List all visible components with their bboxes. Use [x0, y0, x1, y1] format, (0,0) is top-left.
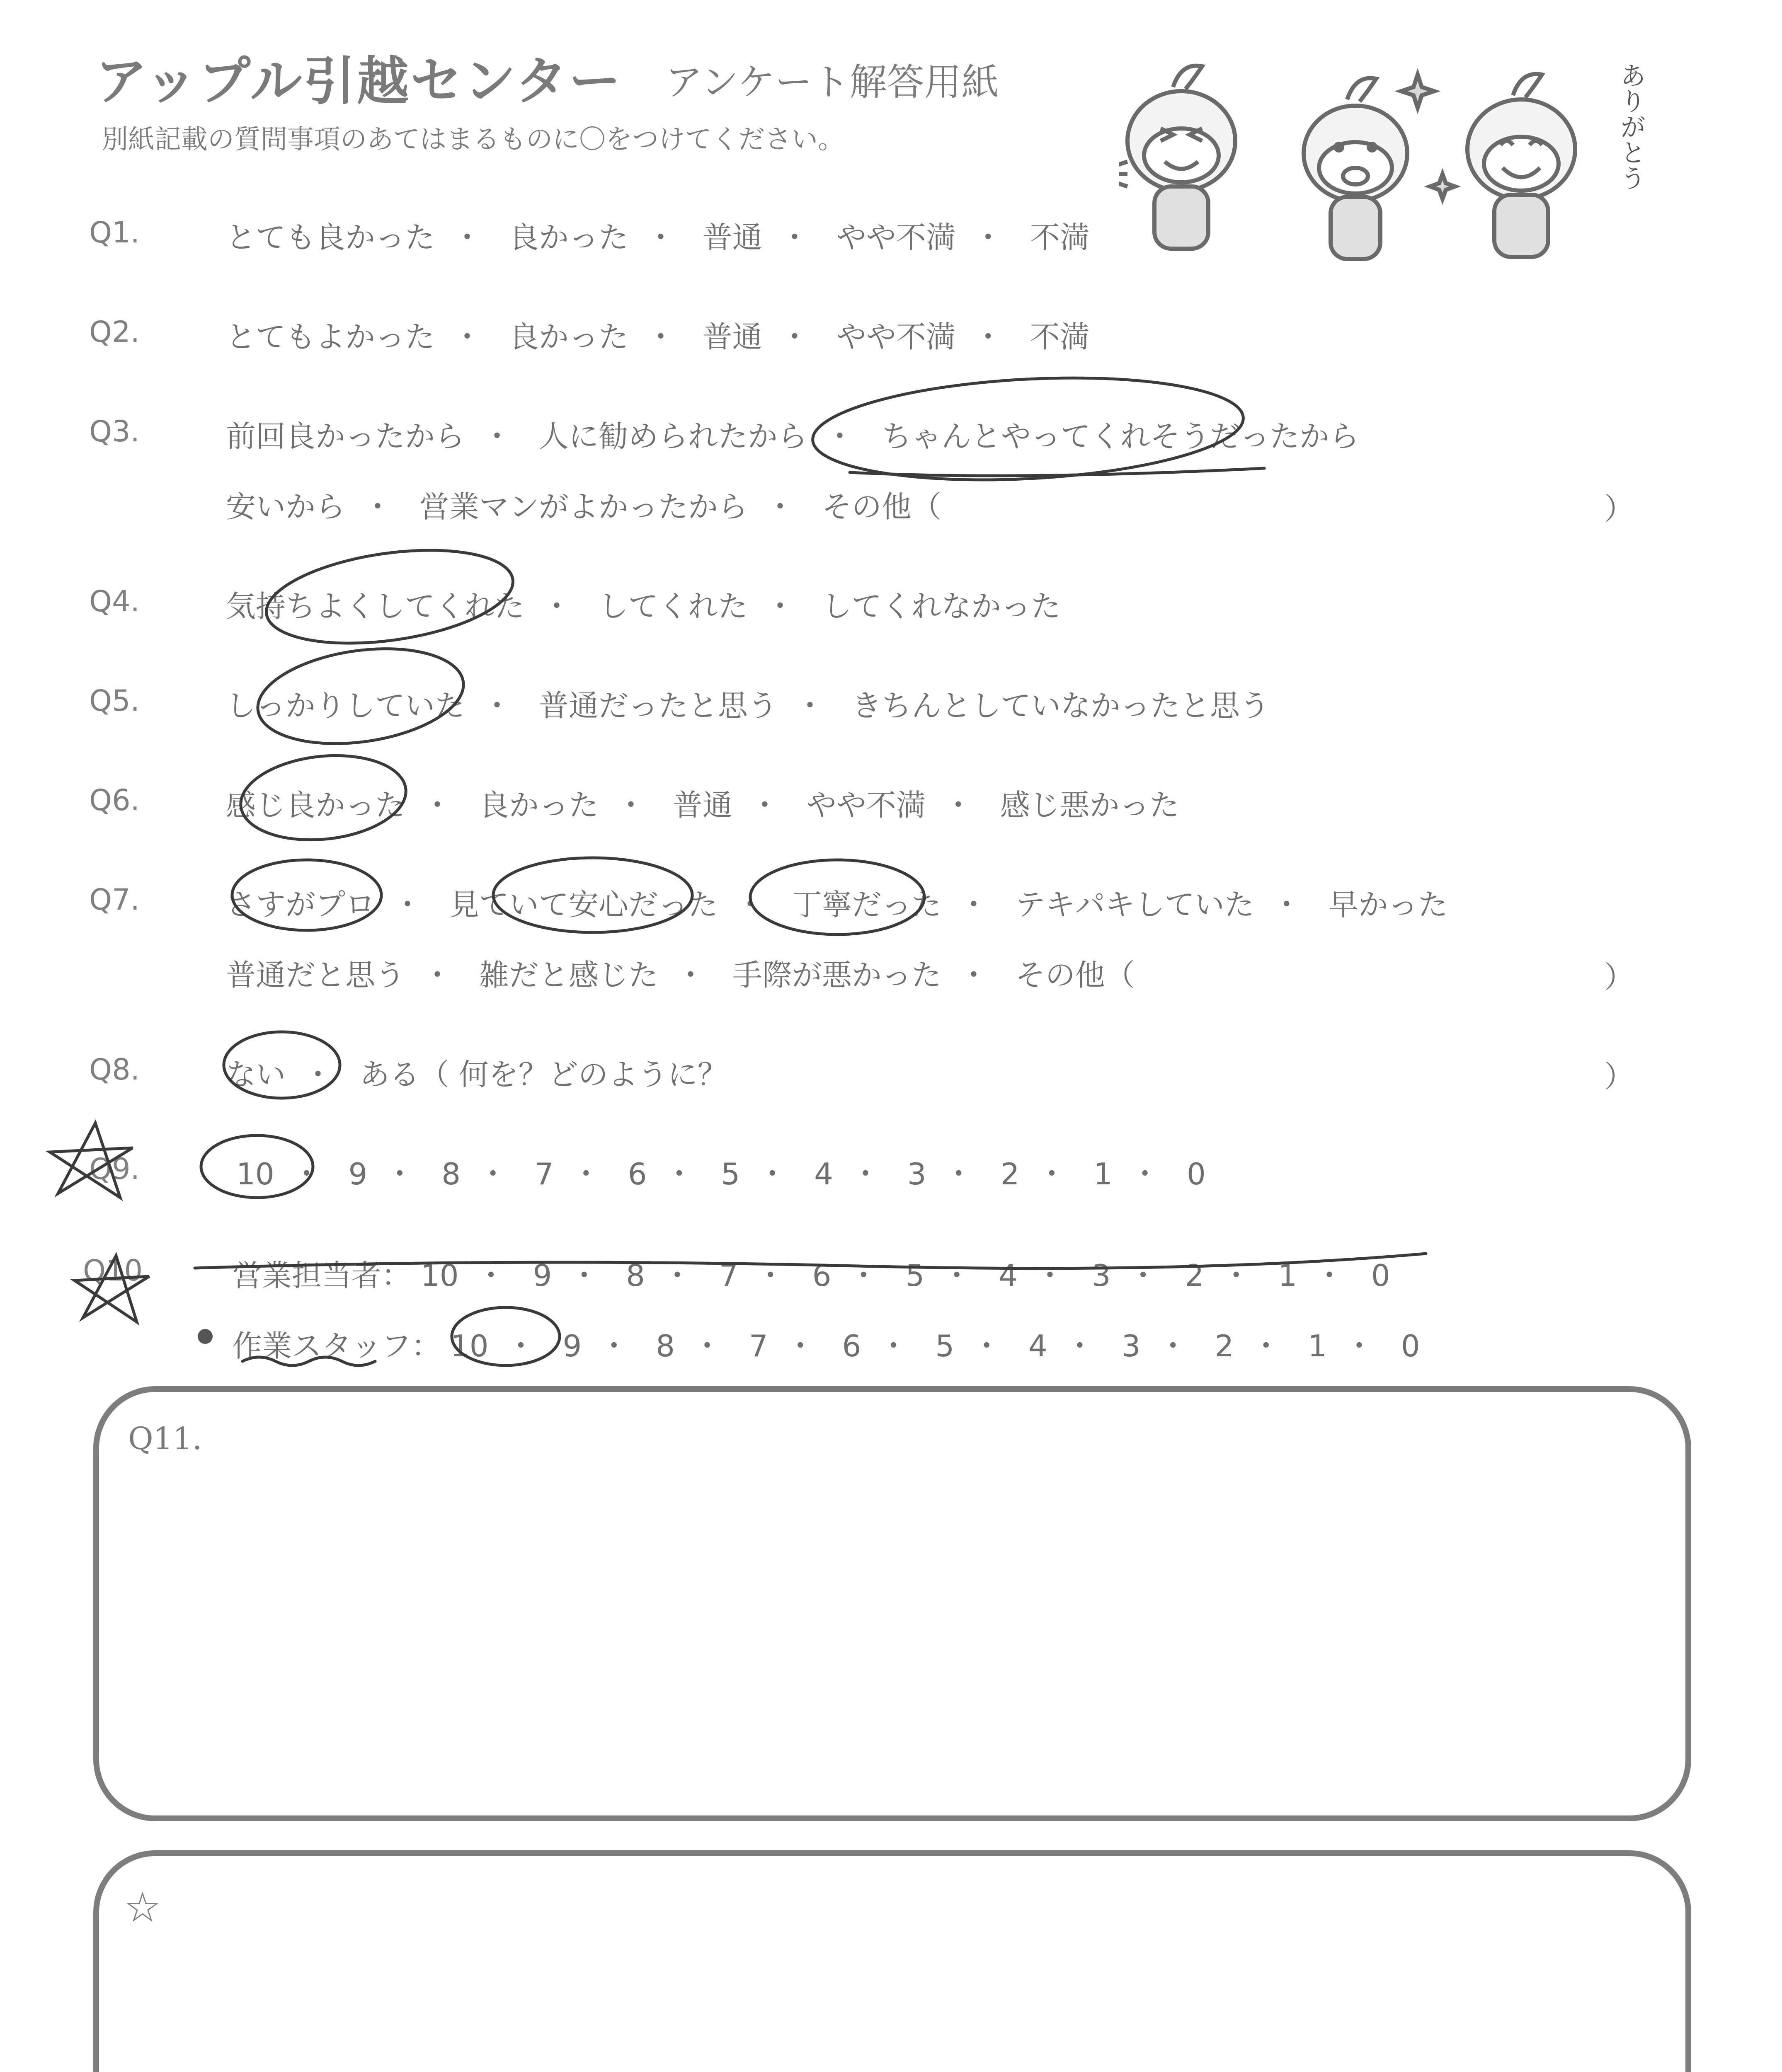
q3-option[interactable]: 安いから: [226, 489, 346, 524]
q11-comment-box[interactable]: [93, 1386, 1691, 1821]
q6-option[interactable]: 普通: [672, 788, 732, 823]
q1-options: とても良かった ・ 良かった ・ 普通 ・ やや不満 ・ 不満: [226, 220, 1090, 255]
q6-option[interactable]: 良かった: [479, 788, 599, 823]
q10-sales-score[interactable]: 7: [719, 1258, 738, 1293]
q6-option[interactable]: 感じ悪かった: [1000, 788, 1179, 823]
q8-options: ない ・ ある（ 何を？どのように？: [226, 1057, 727, 1092]
q9-score[interactable]: 8: [441, 1157, 461, 1191]
q9-score[interactable]: 0: [1187, 1157, 1206, 1191]
q1-label: Q1.: [89, 215, 140, 249]
q3-option[interactable]: その他（: [822, 489, 941, 524]
q5-options: しっかりしていた ・ 普通だったと思う ・ きちんとしていなかったと思う: [226, 688, 1270, 723]
q7-option[interactable]: テキパキしていた: [1015, 887, 1254, 922]
monkey-icon: [1119, 66, 1235, 249]
q2-option[interactable]: やや不満: [836, 320, 956, 354]
q11-box-label: Q11.: [128, 1421, 202, 1457]
form-instructions: 別紙記載の質問事項のあてはまるものに〇をつけてください。: [102, 124, 844, 155]
mascot-speech: ありがとう: [1616, 62, 1646, 191]
q10-sales-score[interactable]: 9: [533, 1258, 552, 1293]
q10-sales-score[interactable]: 4: [999, 1258, 1018, 1293]
q9-scale: 10 ・ 9 ・ 8 ・ 7 ・ 6 ・ 5 ・ 4 ・ 3 ・ 2 ・ 1 ・ 0: [236, 1157, 1206, 1191]
q8-option[interactable]: ある（ 何を？どのように？: [359, 1057, 727, 1092]
q10-staff-score[interactable]: 4: [1028, 1329, 1047, 1363]
q7-option[interactable]: 早かった: [1328, 887, 1448, 922]
q7-option[interactable]: 普通だと思う: [226, 958, 405, 992]
q3-option[interactable]: 前回良かったから: [226, 419, 465, 454]
q3-underline-mark: [850, 468, 1264, 476]
q2-option[interactable]: とてもよかった: [226, 320, 435, 354]
q4-option[interactable]: 気持ちよくしてくれた: [226, 589, 525, 624]
q10-sales-score[interactable]: 5: [905, 1258, 925, 1293]
monkey-icon: [1467, 74, 1575, 257]
q9-score[interactable]: 9: [348, 1157, 368, 1191]
q5-option[interactable]: しっかりしていた: [226, 688, 465, 723]
form-title: アップル引越センター: [95, 51, 623, 111]
q4-options: 気持ちよくしてくれた ・ してくれた ・ してくれなかった: [226, 589, 1061, 624]
q10-staff-score[interactable]: 1: [1308, 1329, 1327, 1363]
q10-staff-score[interactable]: 6: [842, 1329, 861, 1363]
q1-option[interactable]: 普通: [702, 220, 762, 255]
q2-options: とてもよかった ・ 良かった ・ 普通 ・ やや不満 ・ 不満: [226, 320, 1090, 354]
q3-options-line2: 安いから ・ 営業マンがよかったから ・ その他（: [226, 489, 941, 524]
q10-staff-score[interactable]: 10: [450, 1329, 489, 1363]
mascot-illustration: [1119, 50, 1683, 265]
q10-staff-name: 作業スタッフ: [232, 1329, 412, 1363]
q4-option[interactable]: してくれた: [598, 589, 748, 624]
q2-label: Q2.: [89, 315, 140, 349]
q2-option[interactable]: 良かった: [509, 320, 628, 354]
q9-score[interactable]: 6: [628, 1157, 647, 1191]
q10-staff-score[interactable]: 5: [935, 1329, 955, 1363]
q10-sales-name: 営業担当者: [232, 1258, 382, 1293]
q9-score[interactable]: 10: [236, 1157, 274, 1191]
q8-close-paren: ）: [1604, 1059, 1634, 1094]
q10-sales-score[interactable]: 2: [1185, 1258, 1204, 1293]
q9-label: Q9.: [89, 1152, 140, 1186]
q9-score[interactable]: 1: [1093, 1157, 1113, 1191]
q10-staff-score[interactable]: 8: [656, 1329, 675, 1363]
q10-staff-row: 作業スタッフ： 10 ・ 9 ・ 8 ・ 7 ・ 6 ・ 5 ・ 4 ・ 3 ・ 2 ・ 1 ・ 0: [232, 1329, 1420, 1363]
q6-option[interactable]: やや不満: [806, 788, 926, 823]
q7-label: Q7.: [89, 883, 140, 917]
q3-close-paren: ）: [1604, 491, 1634, 526]
q6-option[interactable]: 感じ良かった: [226, 788, 405, 823]
q8-option[interactable]: ない: [226, 1057, 286, 1092]
q7-option[interactable]: 見ていて安心だった: [449, 887, 718, 922]
monkey-icon: [1304, 78, 1407, 259]
q10-sales-score[interactable]: 0: [1371, 1258, 1390, 1293]
q3-label: Q3.: [89, 414, 140, 448]
q10-sales-row: 営業担当者： 10 ・ 9 ・ 8 ・ 7 ・ 6 ・ 5 ・ 4 ・ 3 ・ 2 ・ 1 ・ 0: [232, 1258, 1390, 1293]
q10-staff-bullet: [198, 1329, 213, 1344]
q10-sales-score[interactable]: 8: [626, 1258, 645, 1293]
q10-staff-score[interactable]: 3: [1121, 1329, 1141, 1363]
q4-label: Q4.: [89, 584, 140, 618]
q6-label: Q6.: [89, 783, 140, 817]
q7-option[interactable]: その他（: [1015, 958, 1135, 992]
q8-label: Q8.: [89, 1053, 140, 1087]
q5-label: Q5.: [89, 684, 140, 718]
q5-option[interactable]: きちんとしていなかったと思う: [851, 688, 1270, 723]
q9-score[interactable]: 2: [1000, 1157, 1020, 1191]
form-subtitle: アンケート解答用紙: [665, 61, 999, 104]
star-comment-box[interactable]: [93, 1850, 1691, 2072]
q2-option[interactable]: 不満: [1030, 320, 1090, 354]
star-box-label: ☆: [124, 1883, 161, 1932]
q10-sales-score[interactable]: 3: [1091, 1258, 1111, 1293]
q10-sales-score[interactable]: 1: [1278, 1258, 1297, 1293]
q7-option[interactable]: さすがプロ: [226, 887, 376, 922]
q10-label: Q10: [83, 1254, 143, 1288]
q10-sales-score[interactable]: 10: [420, 1258, 459, 1293]
q1-option[interactable]: 良かった: [509, 220, 628, 255]
q9-score[interactable]: 4: [814, 1157, 833, 1191]
q2-option[interactable]: 普通: [702, 320, 762, 354]
q7-option[interactable]: 丁寧だった: [792, 887, 941, 922]
q3-option[interactable]: 人に勧められたから: [538, 419, 807, 454]
q7-option[interactable]: 手際が悪かった: [732, 958, 941, 992]
q9-score[interactable]: 7: [534, 1157, 554, 1191]
q10-staff-score[interactable]: 2: [1215, 1329, 1234, 1363]
q10-staff-score[interactable]: 0: [1401, 1329, 1420, 1363]
q1-option[interactable]: やや不満: [836, 220, 956, 255]
q7-option[interactable]: 雑だと感じた: [479, 958, 658, 992]
q3-option[interactable]: ちゃんとやってくれそうだったから: [881, 419, 1359, 454]
q9-score[interactable]: 5: [721, 1157, 740, 1191]
q3-option[interactable]: 営業マンがよかったから: [419, 489, 748, 524]
q7-close-paren: ）: [1604, 960, 1634, 995]
q10-staff-score[interactable]: 9: [562, 1329, 582, 1363]
q7-options-line1: さすがプロ ・ 見ていて安心だった ・ 丁寧だった ・ テキパキしていた ・ 早かった: [226, 887, 1448, 922]
q1-option[interactable]: 不満: [1030, 220, 1090, 255]
q6-options: 感じ良かった ・ 良かった ・ 普通 ・ やや不満 ・ 感じ悪かった: [226, 788, 1179, 823]
q1-option[interactable]: とても良かった: [226, 220, 435, 255]
q7-options-line2: 普通だと思う ・ 雑だと感じた ・ 手際が悪かった ・ その他（: [226, 958, 1135, 992]
q10-staff-score[interactable]: 7: [749, 1329, 768, 1363]
q9-score[interactable]: 3: [907, 1157, 926, 1191]
q4-option[interactable]: してくれなかった: [822, 589, 1061, 624]
q5-option[interactable]: 普通だったと思う: [538, 688, 778, 723]
q10-sales-score[interactable]: 6: [812, 1258, 832, 1293]
q3-options-line1: 前回良かったから ・ 人に勧められたから ・ ちゃんとやってくれそうだったから: [226, 419, 1359, 454]
